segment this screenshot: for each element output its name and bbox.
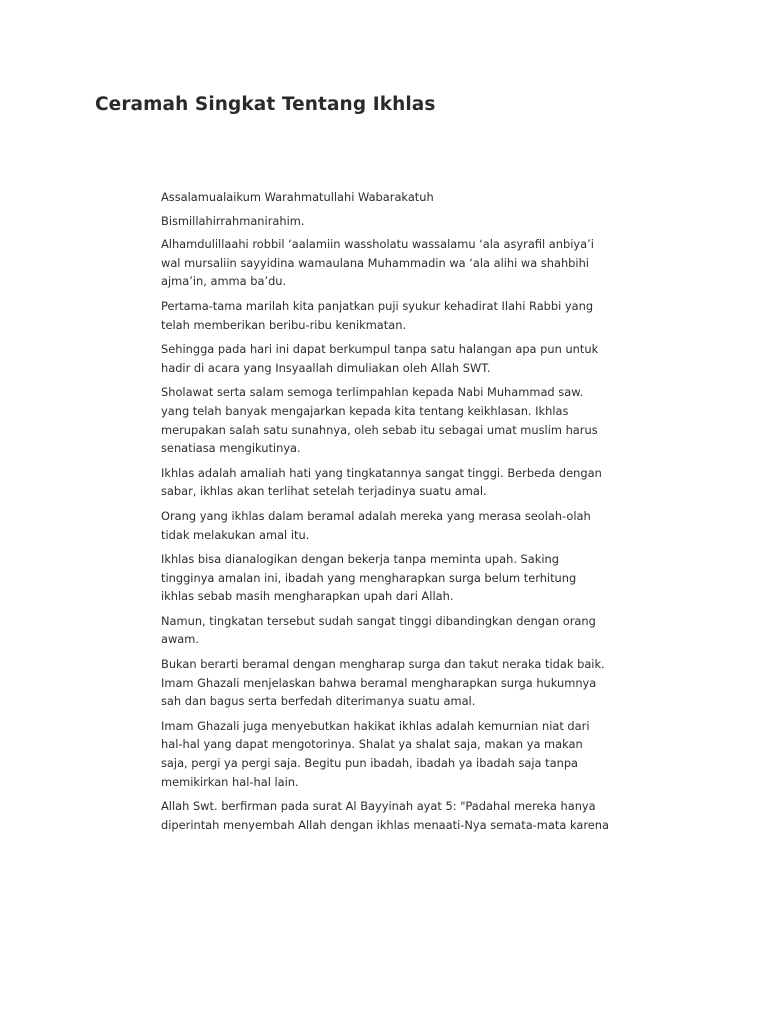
body-paragraph: Orang yang ikhlas dalam beramal adalah mereka yang merasa seolah-olah tidak melakukan amal itu.: [161, 508, 591, 542]
basmalah-paragraph: Bismillahirrahmanirahim.: [161, 213, 305, 228]
body-paragraph: Sehingga pada hari ini dapat berkumpul tanpa satu halangan apa pun untuk hadir di acara yang Insyaallah dimuliakan oleh Allah SWT.: [161, 342, 599, 375]
body-paragraph: Bukan berarti beramal dengan mengharap surga dan takut neraka tidak baik. Imam Ghazali menjelaskan bahwa beramal mengharapkan surga hukumnya sah dan bagus serta berfedah diterimanya suatu amal.: [161, 657, 605, 709]
body-paragraph: Pertama-tama marilah kita panjatkan puji syukur kehadirat Ilahi Rabbi yang telah memberikan beribu-ribu kenikmatan.: [161, 298, 594, 332]
document-body: [161, 188, 611, 840]
document-title: Ceramah Singkat Tentang Ikhlas: [95, 94, 436, 115]
body-paragraph: Alhamdulillaahi robbil ‘aalamiin wassholatu wassalamu ‘ala asyrafil anbiya’i wal mursaliin sayyidina wamaulana Muhammadin wa ‘ala alihi wa shahbihi ajma’in, amma ba’du.: [161, 237, 594, 289]
body-paragraph: Ikhlas bisa dianalogikan dengan bekerja tanpa meminta upah. Saking tingginya amalan ini, ibadah yang mengharapkan surga belum terhitung ikhlas sebab masih mengharapkan upah dari Allah.: [161, 552, 577, 604]
body-paragraph: Sholawat serta salam semoga terlimpahlan kepada Nabi Muhammad saw. yang telah banyak mengajarkan kepada kita tentang keikhlasan. Ikhlas merupakan salah satu sunahnya, oleh sebab itu sebagai umat muslim harus senatiasa mengikutinya.: [161, 385, 598, 456]
body-paragraph: Imam Ghazali juga menyebutkan hakikat ikhlas adalah kemurnian niat dari hal-hal yang dapat mengotorinya. Shalat ya shalat saja, makan ya makan saja, pergi ya pergi saja. Begitu pun ibadah, ibadah ya ibadah saja tanpa memikirkan hal-hal lain.: [161, 718, 590, 789]
body-paragraph: Allah Swt. berfirman pada surat Al Bayyinah ayat 5: "Padahal mereka hanya diperintah menyembah Allah dengan ikhlas menaati-Nya semata-mata karena: [161, 799, 609, 832]
body-paragraph: Ikhlas adalah amaliah hati yang tingkatannya sangat tinggi. Berbeda dengan sabar, ikhlas akan terlihat setelah terjadinya suatu amal.: [161, 465, 602, 499]
greeting-paragraph: Assalamualaikum Warahmatullahi Wabarakatuh: [161, 190, 434, 204]
body-paragraph: Namun, tingkatan tersebut sudah sangat tinggi dibandingkan dengan orang awam.: [161, 613, 596, 647]
